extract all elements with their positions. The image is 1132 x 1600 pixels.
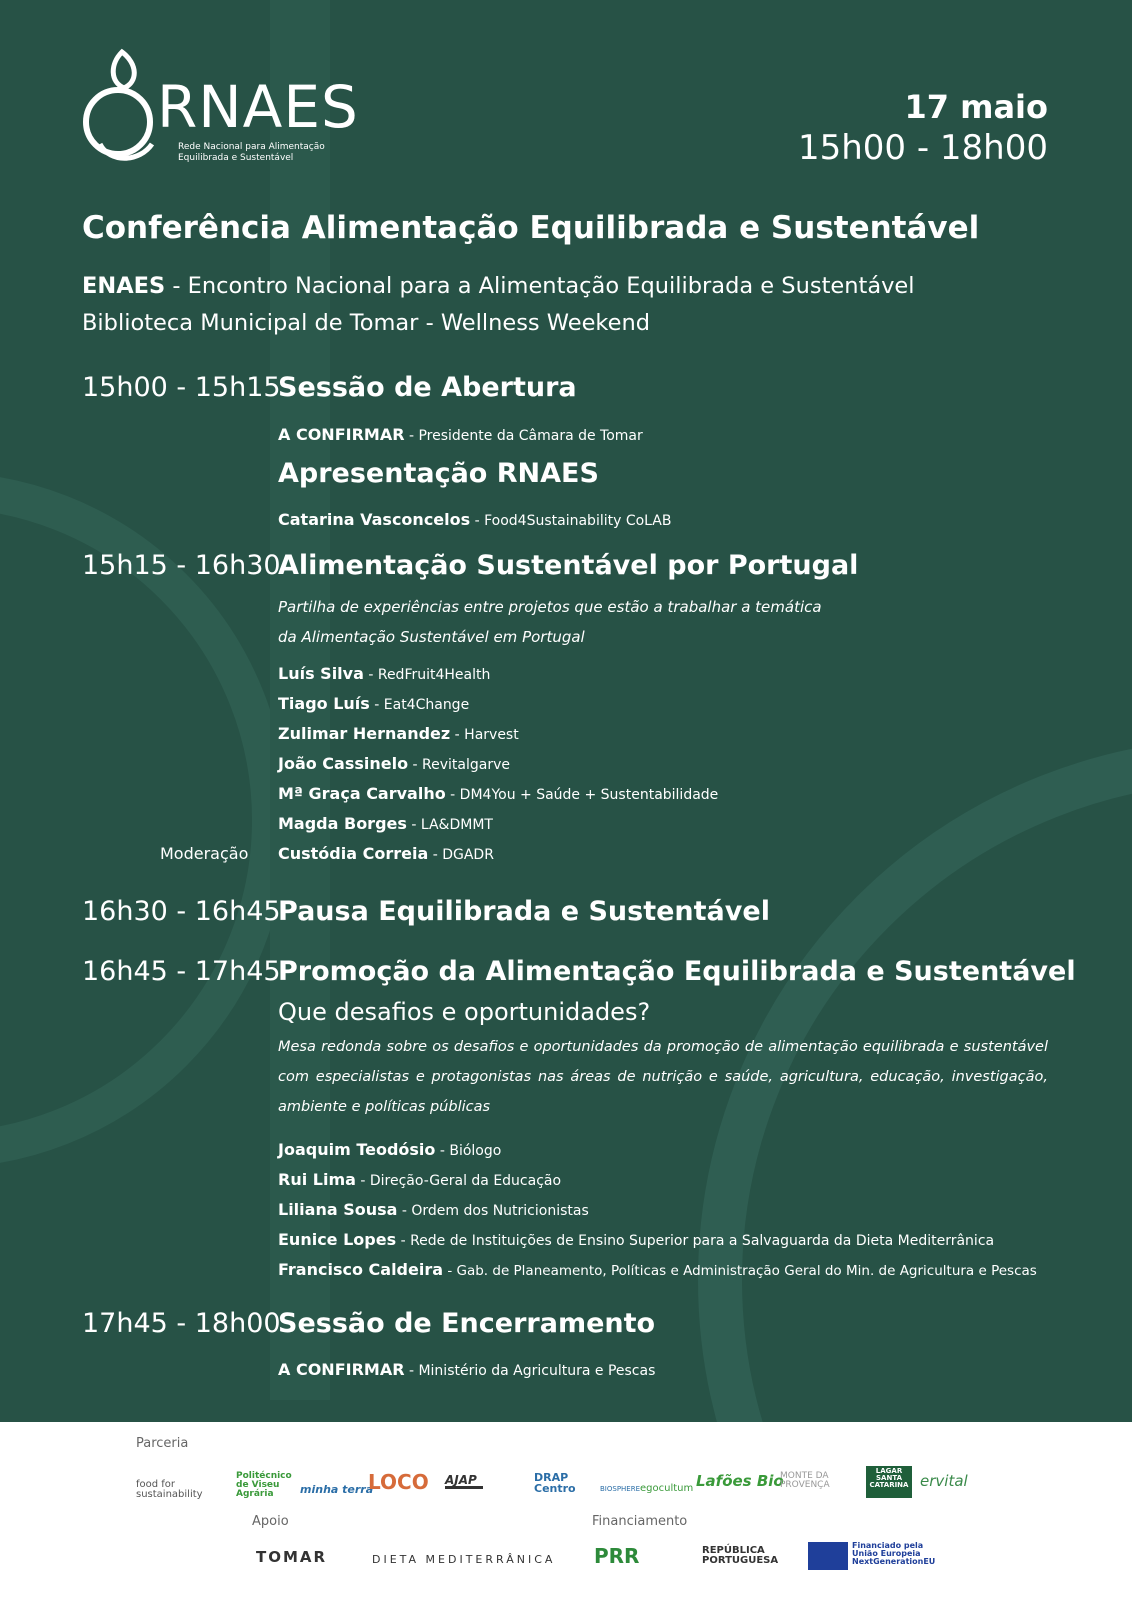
partner-logo: AJAP bbox=[445, 1474, 483, 1489]
speaker-affiliation: - Biólogo bbox=[435, 1143, 502, 1159]
speaker-affiliation: - Food4Sustainability CoLAB bbox=[470, 513, 672, 529]
eu-flag-icon bbox=[808, 1542, 848, 1570]
session-title: Pausa Equilibrada e Sustentável bbox=[278, 896, 770, 927]
bg-arc-left bbox=[0, 490, 270, 1150]
session-title: Sessão de Abertura bbox=[278, 372, 577, 403]
session-time: 17h45 - 18h00 bbox=[82, 1308, 281, 1339]
partner-logo: minha terra bbox=[300, 1483, 374, 1496]
speaker-line bbox=[278, 724, 519, 743]
partner-logo: LAGAR SANTA CATARINA bbox=[866, 1466, 912, 1498]
speaker-affiliation: - DGADR bbox=[428, 847, 494, 863]
speaker-affiliation: - Gab. de Planeamento, Políticas e Administração Geral do Min. de Agricultura e Pescas bbox=[443, 1263, 1037, 1279]
speaker-name: Eunice Lopes bbox=[278, 1230, 397, 1249]
speaker-name: Zulimar Hernandez bbox=[278, 724, 451, 743]
session-description: Partilha de experiências entre projetos que estão a trabalhar a temática bbox=[278, 598, 822, 616]
speaker-line bbox=[278, 664, 490, 683]
session-time: 15h15 - 16h30 bbox=[82, 550, 281, 581]
session-description: Mesa redonda sobre os desafios e oportunidades da promoção de alimentação equilibrada e sustentável com especialistas e protagonistas nas áreas de nutrição e saúde, agricultura, educação, investigação, ambiente e políticas públicas bbox=[278, 1039, 1048, 1115]
apoio-label: Apoio bbox=[252, 1514, 289, 1529]
event-line-1 bbox=[82, 273, 915, 299]
speaker-line bbox=[278, 1200, 589, 1219]
speaker-line bbox=[278, 844, 494, 863]
speaker-affiliation: - Ordem dos Nutricionistas bbox=[397, 1203, 589, 1219]
partner-logo: MONTE DA PROVENÇA bbox=[780, 1471, 830, 1490]
speaker-name: A CONFIRMAR bbox=[278, 425, 405, 444]
partner-logo: BIOSPHERE bbox=[600, 1485, 641, 1493]
event-hours: 15h00 - 18h00 bbox=[797, 128, 1048, 168]
speaker-affiliation: - Presidente da Câmara de Tomar bbox=[404, 428, 643, 444]
financiamento-logo: PRR bbox=[594, 1544, 640, 1568]
speaker-line bbox=[278, 1230, 994, 1249]
speaker-affiliation: - DM4You + Saúde + Sustentabilidade bbox=[445, 787, 719, 803]
session-time: 16h45 - 17h45 bbox=[82, 956, 281, 987]
logo-subtitle: Rede Nacional para Alimentação Equilibrada e Sustentável bbox=[178, 142, 325, 163]
speaker-line bbox=[278, 510, 671, 529]
partner-logo: Politécnico de Viseu Agrária bbox=[236, 1471, 292, 1499]
enaes-description: - Encontro Nacional para a Alimentação Equilibrada e Sustentável bbox=[165, 273, 915, 299]
partner-logo: food for sustainability bbox=[136, 1479, 203, 1500]
parceria-label: Parceria bbox=[136, 1436, 189, 1451]
speaker-affiliation: - Ministério da Agricultura e Pescas bbox=[404, 1363, 656, 1379]
session-description: da Alimentação Sustentável em Portugal bbox=[278, 628, 585, 646]
enaes-label: ENAES bbox=[82, 273, 166, 299]
speaker-line bbox=[278, 754, 510, 773]
speaker-name: Luís Silva bbox=[278, 664, 364, 683]
speaker-line bbox=[278, 784, 718, 803]
session-subtitle: Que desafios e oportunidades? bbox=[278, 998, 651, 1026]
event-line-2: Biblioteca Municipal de Tomar - Wellness Weekend bbox=[82, 310, 651, 336]
session-time: 15h00 - 15h15 bbox=[82, 372, 281, 403]
speaker-line bbox=[278, 1140, 501, 1159]
session-title: Alimentação Sustentável por Portugal bbox=[278, 550, 859, 581]
financiamento-logo: Financiado pela União Europeia NextGenerationEU bbox=[852, 1541, 936, 1566]
sponsors-footer bbox=[0, 1422, 1132, 1600]
session-title: Promoção da Alimentação Equilibrada e Sustentável bbox=[278, 956, 1076, 987]
speaker-affiliation: - Harvest bbox=[450, 727, 519, 743]
logo-wordmark: RNAES bbox=[157, 73, 359, 141]
speaker-line bbox=[278, 694, 469, 713]
apoio-logo: DIETA MEDITERRÂNICA bbox=[372, 1553, 556, 1566]
partner-logo: egocultum bbox=[640, 1483, 694, 1494]
conference-title: Conferência Alimentação Equilibrada e Sustentável bbox=[82, 210, 980, 246]
speaker-line bbox=[278, 1260, 1037, 1279]
speaker-affiliation: - Direção-Geral da Educação bbox=[355, 1173, 562, 1189]
partner-logo: Lafões Bio bbox=[696, 1472, 784, 1490]
speaker-name: Francisco Caldeira bbox=[278, 1260, 444, 1279]
financiamento-logo: REPÚBLICA PORTUGUESA bbox=[702, 1545, 779, 1566]
financiamento-label: Financiamento bbox=[592, 1514, 688, 1529]
speaker-affiliation: - RedFruit4Health bbox=[363, 667, 491, 683]
speaker-name: Catarina Vasconcelos bbox=[278, 510, 471, 529]
session-title: Sessão de Encerramento bbox=[278, 1308, 656, 1339]
partner-logo: ervital bbox=[920, 1472, 968, 1490]
partner-logo: LOCO bbox=[368, 1470, 429, 1494]
session-time: 16h30 - 16h45 bbox=[82, 896, 281, 927]
rnaes-logo-icon bbox=[80, 44, 160, 164]
speaker-affiliation: - LA&DMMT bbox=[406, 817, 493, 833]
speaker-name: Rui Lima bbox=[278, 1170, 356, 1189]
speaker-name: Custódia Correia bbox=[278, 844, 429, 863]
speaker-name: Joaquim Teodósio bbox=[278, 1140, 436, 1159]
speaker-affiliation: - Revitalgarve bbox=[408, 757, 511, 773]
speaker-line bbox=[278, 1360, 655, 1379]
apoio-logo: TOMAR bbox=[256, 1548, 328, 1566]
moderation-label: Moderação bbox=[160, 844, 249, 863]
speaker-name: Liliana Sousa bbox=[278, 1200, 398, 1219]
speaker-affiliation: - Rede de Instituições de Ensino Superior para a Salvaguarda da Dieta Mediterrânica bbox=[396, 1233, 995, 1249]
speaker-name: A CONFIRMAR bbox=[278, 1360, 405, 1379]
speaker-line bbox=[278, 814, 493, 833]
speaker-name: Tiago Luís bbox=[278, 694, 370, 713]
partner-logo: DRAP Centro bbox=[534, 1471, 576, 1495]
speaker-line bbox=[278, 1170, 561, 1189]
speaker-name: Magda Borges bbox=[278, 814, 407, 833]
speaker-affiliation: - Eat4Change bbox=[369, 697, 470, 713]
speaker-name: Mª Graça Carvalho bbox=[278, 784, 446, 803]
event-date: 17 maio bbox=[904, 88, 1048, 126]
speaker-line bbox=[278, 425, 643, 444]
speaker-name: João Cassinelo bbox=[278, 754, 409, 773]
session-title: Apresentação RNAES bbox=[278, 458, 599, 489]
